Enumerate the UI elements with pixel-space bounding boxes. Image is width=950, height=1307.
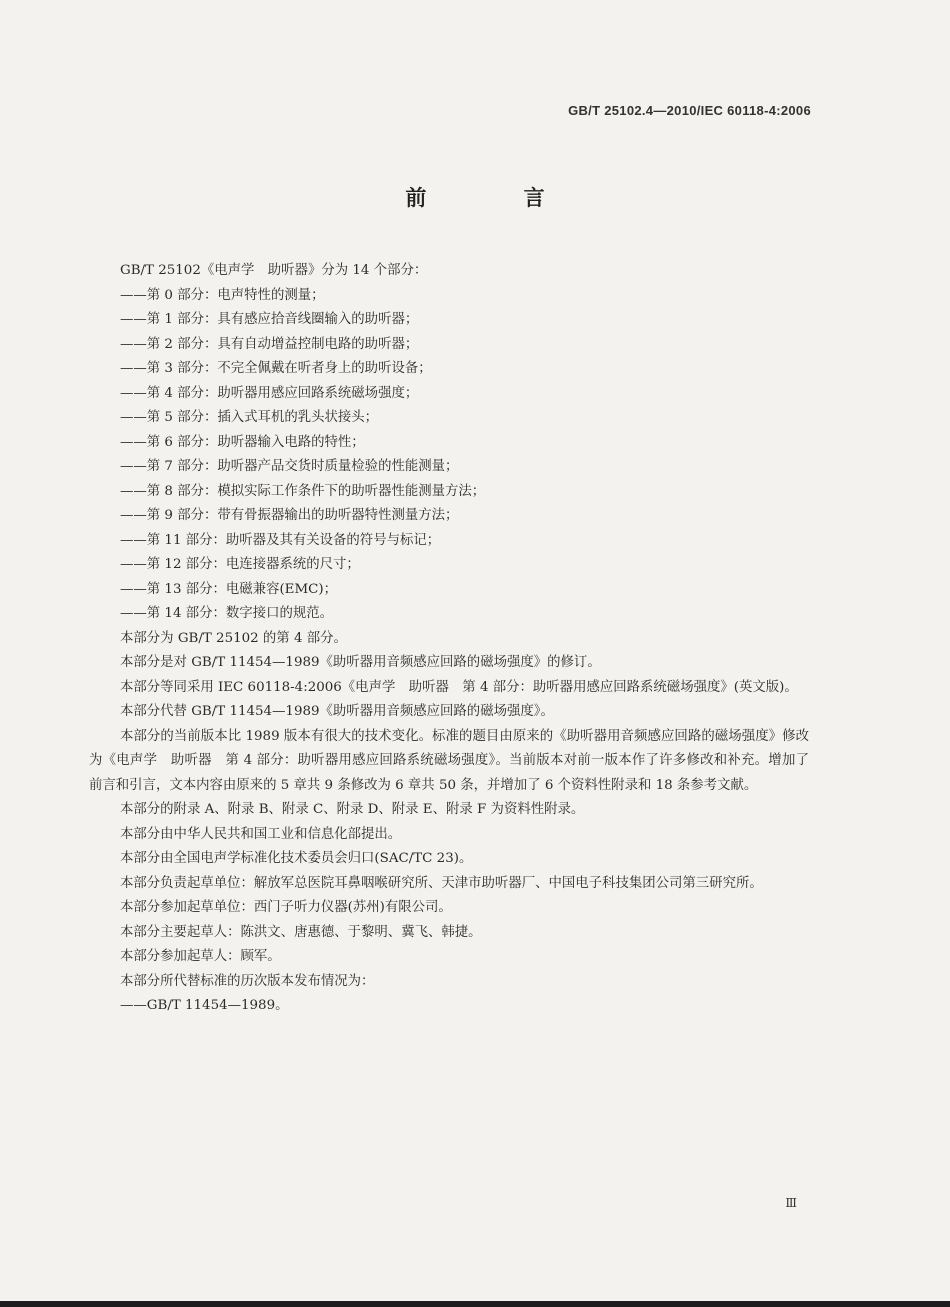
list-item: ——第 1 部分：具有感应拾音线圈输入的助听器； [120,312,419,327]
foreword-body [89,259,809,1019]
paragraph: 本部分为 GB/T 25102 的第 4 部分。 [120,630,347,646]
paragraph: 本部分是对 GB/T 11454—1989《助听器用音频感应回路的磁场强度》的修订。 [120,655,601,670]
paragraph: 本部分等同采用 IEC 60118-4:2006《电声学 助听器 第 4 部分：助听器用感应回路系统磁场强度》(英文版)。 [120,679,798,695]
list-item: ——第 5 部分：插入式耳机的乳头状接头； [120,410,379,425]
list-item: ——第 11 部分：助听器及其有关设备的符号与标记； [120,532,441,548]
paragraph: 本部分由全国电声学标准化技术委员会归口(SAC/TC 23)。 [120,851,473,866]
list-item: ——第 2 部分：具有自动增益控制电路的助听器； [120,336,419,352]
list-item: ——第 3 部分：不完全佩戴在听者身上的助听设备； [120,361,432,376]
paragraph: 本部分负责起草单位：解放军总医院耳鼻咽喉研究所、天津市助听器厂、中国电子科技集团公司第三研究所。 [120,875,763,891]
list-item: ——第 14 部分：数字接口的规范。 [120,606,334,621]
list-item: ——第 9 部分：带有骨振器输出的助听器特性测量方法； [120,508,459,523]
page-title: 前 言 [405,186,590,210]
paragraph: 本部分的当前版本比 1989 版本有很大的技术变化。标准的题目由原来的《助听器用音频感应回路的磁场强度》修改为《电声学 助听器 第 4 部分：助听器用感应回路系统磁场强度》。当前版本对前一版本作了许多修改和补充。增加了前言和引言，文本内容由原来的 5 章共 9 条修改为 6 章共 50 条，并增加了 6 个资料性附录和 18 条参考文献。 [89,728,809,793]
intro-line: GB/T 25102《电声学 助听器》分为 14 个部分： [120,263,428,278]
list-item: ——第 6 部分：助听器输入电路的特性； [120,434,365,450]
list-item: ——第 13 部分：电磁兼容(EMC)； [120,581,338,597]
paragraph: 本部分所代替标准的历次版本发布情况为： [120,973,375,989]
list-item: ——第 0 部分：电声特性的测量； [120,287,325,303]
list-item: ——第 7 部分：助听器产品交货时质量检验的性能测量； [120,459,459,474]
history-item: ——GB/T 11454—1989。 [120,998,289,1013]
paragraph: 本部分的附录 A、附录 B、附录 C、附录 D、附录 E、附录 F 为资料性附录。 [120,802,585,817]
list-item: ——第 12 部分：电连接器系统的尺寸； [120,557,360,572]
paragraph: 本部分由中华人民共和国工业和信息化部提出。 [120,826,402,842]
list-item: ——第 4 部分：助听器用感应回路系统磁场强度； [120,385,419,401]
paragraph: 本部分主要起草人：陈洪文、唐惠德、于黎明、冀飞、韩捷。 [120,924,482,940]
page-number: Ⅲ [785,1196,797,1210]
list-item: ——第 8 部分：模拟实际工作条件下的助听器性能测量方法； [120,483,486,499]
paragraph: 本部分代替 GB/T 11454—1989《助听器用音频感应回路的磁场强度》。 [120,704,554,719]
paragraph: 本部分参加起草单位：西门子听力仪器(苏州)有限公司。 [120,900,452,915]
paragraph: 本部分参加起草人：顾军。 [120,949,281,964]
scan-edge [0,1301,950,1307]
parts-list [89,284,809,627]
standard-number-header: GB/T 25102.4—2010/IEC 60118-4:2006 [568,103,811,118]
